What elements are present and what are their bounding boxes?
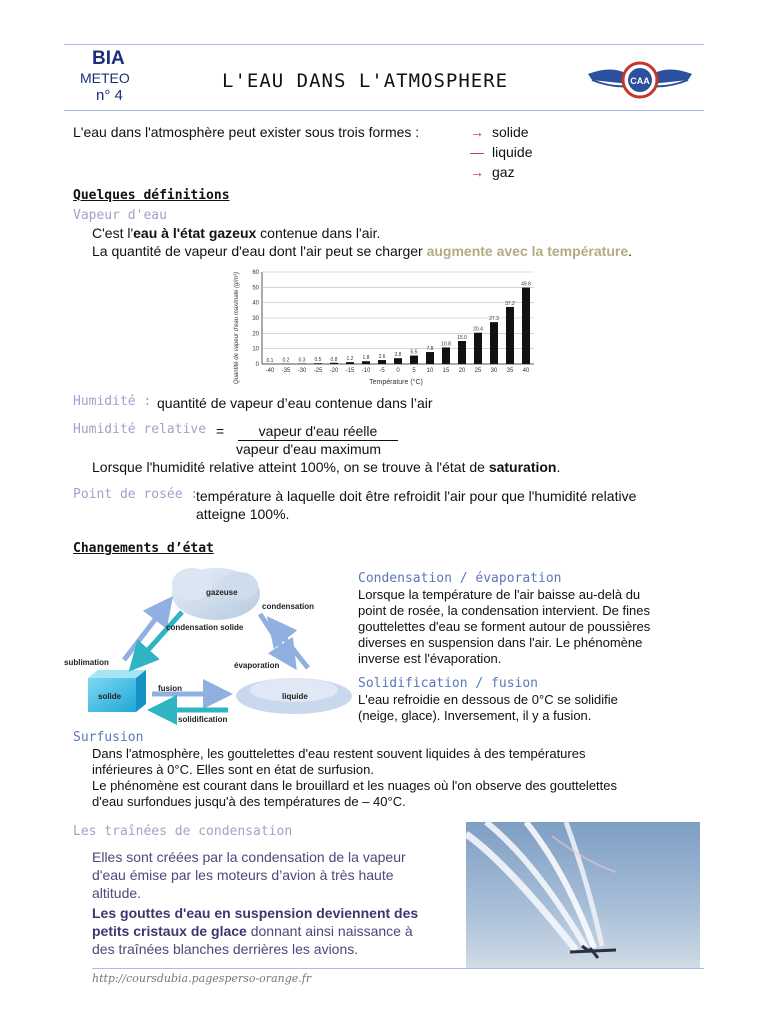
- label-condensation: condensation: [262, 602, 315, 611]
- top-rule: [64, 44, 704, 45]
- chart-bar: [506, 307, 514, 364]
- arrow-icon: →: [470, 164, 484, 180]
- chart-xtick-label: 40: [522, 368, 530, 374]
- bia-label: BIA: [92, 48, 125, 69]
- dash-icon: —: [470, 144, 484, 160]
- chart-ytick-label: 20: [252, 331, 259, 338]
- chart-xlabel: Température (°C): [369, 379, 423, 386]
- label-fusion: fusion: [158, 684, 182, 693]
- chart-xtick-label: 0: [396, 368, 400, 374]
- caa-logo: [584, 58, 696, 104]
- chart-ylabel: Quantité de vapeur d'eau maximale (g/m³): [234, 271, 240, 385]
- chart-bar: [330, 363, 338, 364]
- arrow-icon: →: [470, 124, 484, 140]
- chart-xtick-label: 20: [458, 368, 466, 374]
- chart-bar: [474, 333, 482, 364]
- chart-bar: [394, 358, 402, 364]
- state-diagram: [56, 560, 356, 730]
- chart-data-label: 15.0: [457, 335, 467, 341]
- chart-data-label: 49.8: [521, 281, 531, 288]
- saturation-line: Lorsque l'humidité relative atteint 100%, on se trouve à l'état de saturation.: [92, 459, 561, 475]
- vapeur-line1: C'est l'eau à l'état gazeux contenue dans l'air.: [92, 225, 381, 241]
- contrail-photo: [466, 822, 700, 968]
- state-liquide: — liquide: [470, 144, 533, 160]
- chart-ytick-label: 30: [252, 316, 259, 322]
- chart-data-label: 5.5: [410, 349, 418, 356]
- label-evaporation: évaporation: [234, 661, 280, 670]
- chart-xtick-label: -25: [313, 368, 323, 374]
- point-rosee-text: température à laquelle doit être refroidit l'air pour que l'humidité relative atteigne 100%.: [196, 488, 637, 522]
- label-liquide: liquide: [282, 692, 308, 701]
- chart-bar: [378, 360, 386, 364]
- chart-data-label: 0.8: [330, 356, 338, 363]
- cond-evap-text: Lorsque la température de l'air baisse au-delà du point de rosée, la condensation intervient. De fines gouttelettes d'eau se forment autour de poussières diverses en suspension dans l'air. Le phénomène inverse est l'évaporation.: [358, 587, 651, 666]
- solid-fusion-label: Solidification / fusion: [358, 676, 539, 691]
- state-gaz: → gaz: [470, 164, 515, 180]
- chart-xtick-label: -15: [345, 368, 355, 374]
- footer-url[interactable]: http://coursdubia.pagesperso-orange.fr: [92, 972, 312, 985]
- chart-data-label: 1.2: [346, 356, 354, 363]
- chart-bar: [458, 341, 466, 364]
- label-condensation-solide: condensation solide: [166, 623, 244, 632]
- chart-bar: [522, 288, 530, 364]
- chart-xtick-label: -30: [297, 368, 307, 374]
- chart-xtick-label: 25: [474, 368, 482, 374]
- trainees-label: Les traînées de condensation: [73, 824, 293, 839]
- state-solide: → solide: [470, 124, 529, 140]
- cond-evap-label: Condensation / évaporation: [358, 571, 562, 586]
- chart-xtick-label: 35: [506, 368, 514, 374]
- chart-data-label: 2.6: [378, 354, 386, 361]
- page-title: L'EAU DANS L'ATMOSPHERE: [222, 70, 509, 92]
- chart-data-label: 37.2: [505, 300, 515, 307]
- humidite-relative-label: Humidité relative: [73, 422, 207, 437]
- fraction-numerator: vapeur d'eau réelle: [238, 422, 398, 441]
- chart-bar: [314, 363, 322, 364]
- chart-xtick-label: 30: [490, 368, 498, 374]
- equals-sign: =: [216, 423, 225, 439]
- chart-bar: [490, 322, 498, 364]
- chart-data-label: 20.4: [473, 326, 483, 333]
- vapeur-line2: La quantité de vapeur d'eau dont l'air peut se charger augmente avec la température.: [92, 243, 632, 259]
- chart-xtick-label: -5: [379, 368, 385, 374]
- changements-heading: Changements d’état: [73, 541, 214, 556]
- chart-data-label: 10.8: [441, 341, 451, 348]
- chart-ytick-label: 0: [255, 362, 259, 368]
- humidite-text: quantité de vapeur d’eau contenue dans l’air: [157, 395, 433, 411]
- vapor-chart: [228, 266, 538, 388]
- chart-xtick-label: -35: [281, 368, 291, 374]
- chart-data-label: 0.2: [282, 357, 290, 364]
- trainees-p1: Elles sont créées par la condensation de la vapeur d'eau émise par les moteurs d’avion à très haute altitude.: [92, 849, 406, 901]
- chart-data-label: 27.3: [489, 316, 499, 323]
- chart-ytick-label: 50: [252, 285, 259, 292]
- chart-bar: [346, 362, 354, 364]
- chart-bar: [442, 347, 450, 364]
- logo-text: CAA: [630, 76, 650, 86]
- chart-data-label: 0.5: [314, 357, 322, 364]
- chart-xtick-label: -20: [329, 368, 339, 374]
- chart-ytick-label: 40: [252, 300, 259, 307]
- chart-data-label: 0.3: [298, 357, 306, 364]
- chart-data-label: 0.1: [266, 357, 274, 364]
- chart-data-label: 1.8: [362, 355, 370, 362]
- intro-text: L'eau dans l'atmosphère peut exister sous trois formes :: [73, 124, 420, 140]
- chart-ytick-label: 10: [252, 346, 259, 353]
- chart-data-label: 7.8: [426, 346, 434, 353]
- definitions-heading: Quelques définitions: [73, 188, 230, 203]
- chart-xtick-label: -40: [265, 368, 275, 374]
- chart-ytick-label: 60: [252, 270, 259, 276]
- surfusion-label: Surfusion: [73, 730, 144, 745]
- chart-bar: [426, 352, 434, 364]
- label-solidification: solidification: [178, 715, 228, 724]
- state-list: [470, 123, 532, 181]
- header-rule: [64, 110, 704, 111]
- sheet-number: n° 4: [96, 87, 123, 104]
- surfusion-text: Dans l'atmosphère, les gouttelettes d'eau restent souvent liquides à des températures inférieures à 0°C. Elles sont en état de surfusion. Le phénomène est courant dans le brouillard et les nuages où l'on observe des gouttelettes d'eau surfondues jusqu'à des températures de – 40°C.: [92, 746, 618, 809]
- meteo-label: METEO: [80, 70, 130, 86]
- fraction-denominator: vapeur d'eau maximum: [236, 441, 382, 457]
- humidite-label: Humidité :: [73, 394, 152, 409]
- point-rosee-label: Point de rosée :: [73, 487, 199, 502]
- trainees-p2: Les gouttes d'eau en suspension deviennent des petits cristaux de glace donnant ainsi naissance à des traînées blanches derrières les avions.: [92, 905, 419, 957]
- footer-rule: [92, 968, 704, 969]
- chart-bar: [410, 356, 418, 364]
- chart-xtick-label: -10: [361, 368, 371, 374]
- chart-xtick-label: 5: [412, 368, 416, 374]
- chart-xtick-label: 15: [442, 368, 450, 374]
- label-sublimation: sublimation: [64, 658, 109, 667]
- vapeur-label: Vapeur d'eau: [73, 208, 167, 223]
- solid-fusion-text: L'eau refroidie en dessous de 0°C se solidifie (neige, glace). Inversement, il y a fusion.: [358, 692, 618, 723]
- chart-xtick-label: 10: [426, 368, 434, 374]
- chart-data-label: 3.8: [394, 352, 402, 359]
- label-gazeuse: gazeuse: [206, 588, 238, 597]
- chart-bar: [362, 361, 370, 364]
- label-solide: solide: [98, 692, 122, 701]
